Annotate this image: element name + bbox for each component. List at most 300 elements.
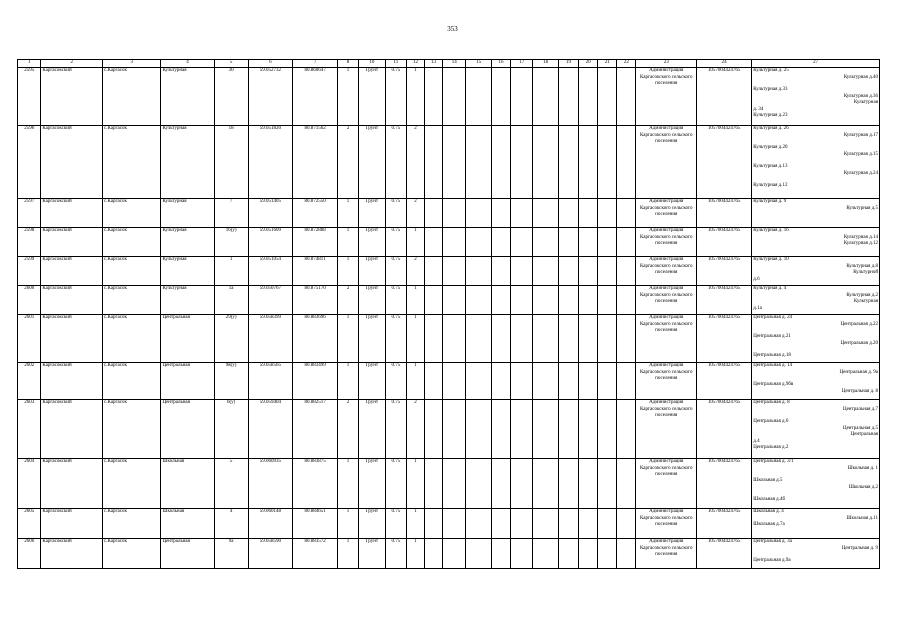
table-cell [491,315,510,363]
address-line: Центральная д. 9а [839,369,878,375]
table-cell: 1057004424765 [697,509,752,539]
table-cell [443,315,466,363]
table-cell: 1 [337,315,358,363]
table-cell [617,228,636,257]
table-cell [617,126,636,199]
table-cell: Каргасокский [41,539,103,569]
table-cell [466,363,492,400]
table-cell: 16(у) [214,228,248,257]
table-cell: Грунт [359,257,386,286]
column-header: 3 [103,60,161,68]
table-cell [466,257,492,286]
table-cell [533,459,559,509]
table-cell [533,509,559,539]
table-cell [617,509,636,539]
table-cell: 59.051609 [248,228,293,257]
table-cell [425,363,443,400]
table-cell: 1057004424765 [697,315,752,363]
table-cell: Администрация Каргасокского сельского поселения [636,363,697,400]
column-header: 23 [636,60,697,68]
address-line: Центральная д. 8 [841,388,878,394]
table-cell [617,400,636,459]
table-cell [425,539,443,569]
table-cell: 2603 [18,400,41,459]
addresses-cell [752,363,880,400]
table-cell [443,228,466,257]
table-cell [425,228,443,257]
table-cell [598,315,617,363]
table-cell: 0.75 [385,363,406,400]
table-cell: 2597 [18,199,41,228]
table-cell [617,199,636,228]
table-cell: 1 [337,539,358,569]
table-row [18,257,880,286]
table-cell: 0.75 [385,68,406,126]
table-cell: 1057004424765 [697,363,752,400]
table-cell: Администрация Каргасокского сельского поселения [636,286,697,315]
address-line: Школьная д.5 [753,478,783,483]
address-line: Центральная д.21 [753,334,791,339]
table-cell [425,315,443,363]
table-cell: 1057004424765 [697,257,752,286]
table-cell [425,68,443,126]
addresses-cell [752,68,880,126]
table-cell: с.Каргасок [103,459,161,509]
table-cell: Каргасокский [41,126,103,199]
address-line: Центральная д.2 [753,445,789,450]
table-cell [617,286,636,315]
table-cell: с.Каргасок [103,509,161,539]
table-cell: 1057004424765 [697,199,752,228]
table-cell: Культурная [161,257,214,286]
table-cell [598,363,617,400]
table-cell [579,68,598,126]
table-cell: 0.75 [385,286,406,315]
address-line: Культурная д. 26 [753,126,789,131]
table-cell [558,400,578,459]
addresses-cell [752,459,880,509]
table-cell: с.Каргасок [103,257,161,286]
table-cell: Грунт [359,400,386,459]
address-line: Центральная д. 24 [753,315,793,320]
table-cell: 59.050767 [248,286,293,315]
table-cell: Администрация Каргасокского сельского поселения [636,199,697,228]
table-cell [466,315,492,363]
address-line: д.1а [753,305,762,311]
table-cell: Администрация Каргасокского сельского поселения [636,257,697,286]
column-header: 20 [579,60,598,68]
table-cell [598,199,617,228]
column-header: 17 [511,60,533,68]
table-cell [466,539,492,569]
table-cell: Школьная [161,509,214,539]
table-cell [579,126,598,199]
column-header: 7 [293,60,338,68]
table-cell [466,228,492,257]
table-cell [558,315,578,363]
table-row [18,315,880,363]
column-header: 22 [617,60,636,68]
address-line: Культурная д.23 [753,113,788,118]
table-row [18,509,880,539]
table-cell [491,126,510,199]
table-cell: с.Каргасок [103,363,161,400]
table-cell [511,509,533,539]
table-cell: 9в(у) [214,363,248,400]
address-line: Культурная д.20 [753,145,788,150]
table-cell: 0.75 [385,539,406,569]
table-cell [491,400,510,459]
table-cell: 2 [337,126,358,199]
table-cell: 2 [406,257,424,286]
table-cell [579,459,598,509]
address-line: Центральная д.6 [753,419,789,424]
table-cell: с.Каргасок [103,68,161,126]
address-line: Школьная д.2 [848,484,878,490]
table-cell [598,459,617,509]
table-cell: 80.871562 [293,126,338,199]
addresses-cell [752,315,880,363]
table-row [18,126,880,199]
table-cell: 2 [406,199,424,228]
table-cell [425,199,443,228]
table-row [18,286,880,315]
table-cell: 1057004424765 [697,126,752,199]
table-cell: 0.75 [385,509,406,539]
table-cell: 0.75 [385,199,406,228]
table-cell [466,286,492,315]
table-cell: с.Каргасок [103,315,161,363]
table-cell: с.Каргасок [103,286,161,315]
table-cell [533,257,559,286]
address-line: Центральная [850,432,878,437]
table-cell: 80.872550 [293,199,338,228]
table-cell: Культурная [161,126,214,199]
addresses-cell [752,199,880,228]
table-cell [491,68,510,126]
table-row [18,459,880,509]
address-line: Культурная д.24 [843,170,878,176]
table-row [18,68,880,126]
table-cell: Культурная [161,199,214,228]
address-line: Культурная д.14 [843,234,878,240]
table-cell [511,400,533,459]
table-cell [533,126,559,199]
table-cell [598,257,617,286]
table-cell: 1 [406,539,424,569]
table-cell: Центральная [161,539,214,569]
table-cell: 7 [214,199,248,228]
table-cell: 0.75 [385,459,406,509]
table-cell [617,459,636,509]
table-cell: 80.875170 [293,286,338,315]
column-header: 8 [337,60,358,68]
address-line: Центральная д.20 [840,340,878,346]
table-cell [579,400,598,459]
table-cell: 2 [337,400,358,459]
address-line: Культурная д.15 [843,151,878,157]
table-cell: 1 [406,286,424,315]
address-line: Культурная д.33 [753,87,788,92]
table-cell: 1 [337,68,358,126]
address-line: Культурная д.36 [843,93,878,99]
table-cell: 1 [337,459,358,509]
address-line: Культурная д. 16 [753,228,789,233]
table-cell [558,286,578,315]
table-cell: 2 [406,400,424,459]
table-cell [511,286,533,315]
table-cell: Каргасокский [41,199,103,228]
table-cell: 1 [337,199,358,228]
table-cell: Каргасокский [41,459,103,509]
table-cell: Центральная [161,363,214,400]
table-cell: Грунт [359,509,386,539]
column-header: 19 [558,60,578,68]
address-line: д.6 [753,276,760,282]
table-cell [511,315,533,363]
table-cell: с.Каргасок [103,539,161,569]
table-cell: 2604 [18,459,41,509]
address-line: Школьная д.4б [753,497,786,502]
table-cell [533,68,559,126]
table-cell: 2 [337,286,358,315]
table-cell: 1 [406,363,424,400]
table-cell [533,400,559,459]
table-cell [533,228,559,257]
table-cell: 2596 [18,126,41,199]
table-cell: 80.883696 [293,315,338,363]
table-cell: Каргасокский [41,363,103,400]
table-cell [558,126,578,199]
address-line: Школьная д.11 [846,515,878,521]
table-cell: Каргасокский [41,509,103,539]
table-cell: 1 [337,257,358,286]
table-cell: 2598 [18,228,41,257]
column-header: 12 [406,60,424,68]
table-cell: 59.059404 [248,400,293,459]
table-cell [466,126,492,199]
address-line: Центральная д.22 [840,321,878,327]
table-cell [425,459,443,509]
column-header: 13 [425,60,443,68]
table-cell: 80.872888 [293,228,338,257]
table-cell: 1 [337,363,358,400]
table-cell: 80.883572 [293,539,338,569]
table-cell: 0.75 [385,126,406,199]
address-line: Центральная д.9бв [753,382,794,387]
table-cell [466,400,492,459]
table-cell: Центральная [161,400,214,459]
address-line: Центральная д.9а [753,558,791,563]
table-cell: 1057004424765 [697,286,752,315]
table-cell: 0.75 [385,257,406,286]
table-cell [511,126,533,199]
table-cell [598,68,617,126]
column-header: 2 [41,60,103,68]
addresses-cell [752,286,880,315]
registry-table [17,59,880,569]
column-header: 24 [697,60,752,68]
table-cell: Каргасокский [41,68,103,126]
table-cell: с.Каргасок [103,199,161,228]
table-cell: Грунт [359,363,386,400]
table-cell: 1057004424765 [697,459,752,509]
column-header: 27 [752,60,880,68]
table-cell [491,199,510,228]
table-cell: 9а [214,539,248,569]
table-cell [443,199,466,228]
table-cell [558,363,578,400]
address-line: Культурная д.40 [843,74,878,80]
table-cell: 18 [214,126,248,199]
table-cell [558,539,578,569]
table-cell [579,228,598,257]
column-header: 15 [466,60,492,68]
table-cell: Администрация Каргасокского сельского поселения [636,68,697,126]
table-cell: Школьная [161,459,214,509]
table-cell [443,539,466,569]
table-cell [558,509,578,539]
table-cell [617,315,636,363]
column-header: 11 [385,60,406,68]
address-line: Культурная д.8 [846,263,878,269]
address-line: Культурная д. 10 [753,257,789,262]
address-line: Школьная д. 1 [847,465,878,471]
table-cell [466,68,492,126]
column-header: 16 [491,60,510,68]
table-cell: Администрация Каргасокского сельского поселения [636,459,697,509]
table-cell [511,257,533,286]
table-cell: 80.883499 [293,363,338,400]
addresses-cell [752,228,880,257]
table-cell [491,257,510,286]
column-header: 4 [161,60,214,68]
table-cell [425,286,443,315]
table-cell: Администрация Каргасокского сельского поселения [636,400,697,459]
table-cell: Грунт [359,459,386,509]
table-cell [558,68,578,126]
table-cell: 2602 [18,363,41,400]
table-cell [491,286,510,315]
table-cell: 1 [214,257,248,286]
address-line: Культурная д. 9 [753,199,787,204]
address-line: Культурная д.12 [843,241,878,246]
table-cell [598,228,617,257]
table-cell [579,315,598,363]
table-cell: 2600 [18,286,41,315]
column-header: 10 [359,60,386,68]
address-line: Культурная д.12 [753,183,788,188]
address-line: Культурная [853,299,878,304]
table-cell: Культурная [161,286,214,315]
address-line: д.4 [753,438,760,444]
table-cell [443,257,466,286]
table-cell [511,539,533,569]
table-cell [579,199,598,228]
table-cell [511,199,533,228]
table-cell [443,286,466,315]
table-cell [579,509,598,539]
column-header: 14 [443,60,466,68]
table-cell [466,199,492,228]
address-line: Центральная д. 14 [753,363,793,368]
addresses-cell [752,400,880,459]
table-cell: Грунт [359,199,386,228]
table-cell: Грунт [359,315,386,363]
table-cell [533,315,559,363]
address-line: Школьная д. 4 [753,509,784,514]
table-cell: 80.883875 [293,459,338,509]
table-cell: Каргасокский [41,400,103,459]
table-cell: 1 [337,509,358,539]
table-cell: с.Каргасок [103,228,161,257]
address-line: Центральная д.7 [842,406,878,412]
table-cell: 59.058399 [248,315,293,363]
table-cell [558,228,578,257]
table-cell [533,199,559,228]
table-cell: 80.860647 [293,68,338,126]
table-cell: 1 [406,315,424,363]
table-cell [598,126,617,199]
table-cell: 2 [406,126,424,199]
table-cell: 2595 [18,68,41,126]
table-cell [579,286,598,315]
table-cell [617,257,636,286]
table-cell [425,257,443,286]
table-cell: 80.882517 [293,400,338,459]
table-cell: Культурная [161,228,214,257]
table-cell: 59.052732 [248,68,293,126]
table-cell [425,400,443,459]
table-cell [511,228,533,257]
table-cell: 2606 [18,539,41,569]
table-cell [443,363,466,400]
table-cell [558,459,578,509]
table-cell: Культурная [161,68,214,126]
table-cell: 1 [406,509,424,539]
table-cell [533,363,559,400]
table-cell [533,286,559,315]
table-row [18,363,880,400]
address-line: Культурная [853,100,878,105]
table-cell: 1 [337,228,358,257]
address-line: д. 34 [753,106,764,112]
table-cell: 0.75 [385,315,406,363]
table-cell [598,400,617,459]
column-header: 18 [533,60,559,68]
table-cell: 59.051405 [248,199,293,228]
table-cell: 4 [214,509,248,539]
table-cell [617,68,636,126]
table-cell: 59.051820 [248,126,293,199]
table-cell: 2599 [18,257,41,286]
addresses-cell [752,509,880,539]
table-cell: 1 [406,68,424,126]
table-cell [579,539,598,569]
table-cell [558,199,578,228]
table-cell: с.Каргасок [103,126,161,199]
addresses-cell [752,539,880,569]
column-header: 1 [18,60,41,68]
table-cell: Каргасокский [41,257,103,286]
table-cell: 1а [214,286,248,315]
table-cell [491,363,510,400]
address-line: Культурной [853,270,878,275]
table-cell: 2605 [18,509,41,539]
table-cell: 80.884651 [293,509,338,539]
address-line: Центральная д. 9 [841,545,878,551]
table-cell: 1057004424765 [697,539,752,569]
